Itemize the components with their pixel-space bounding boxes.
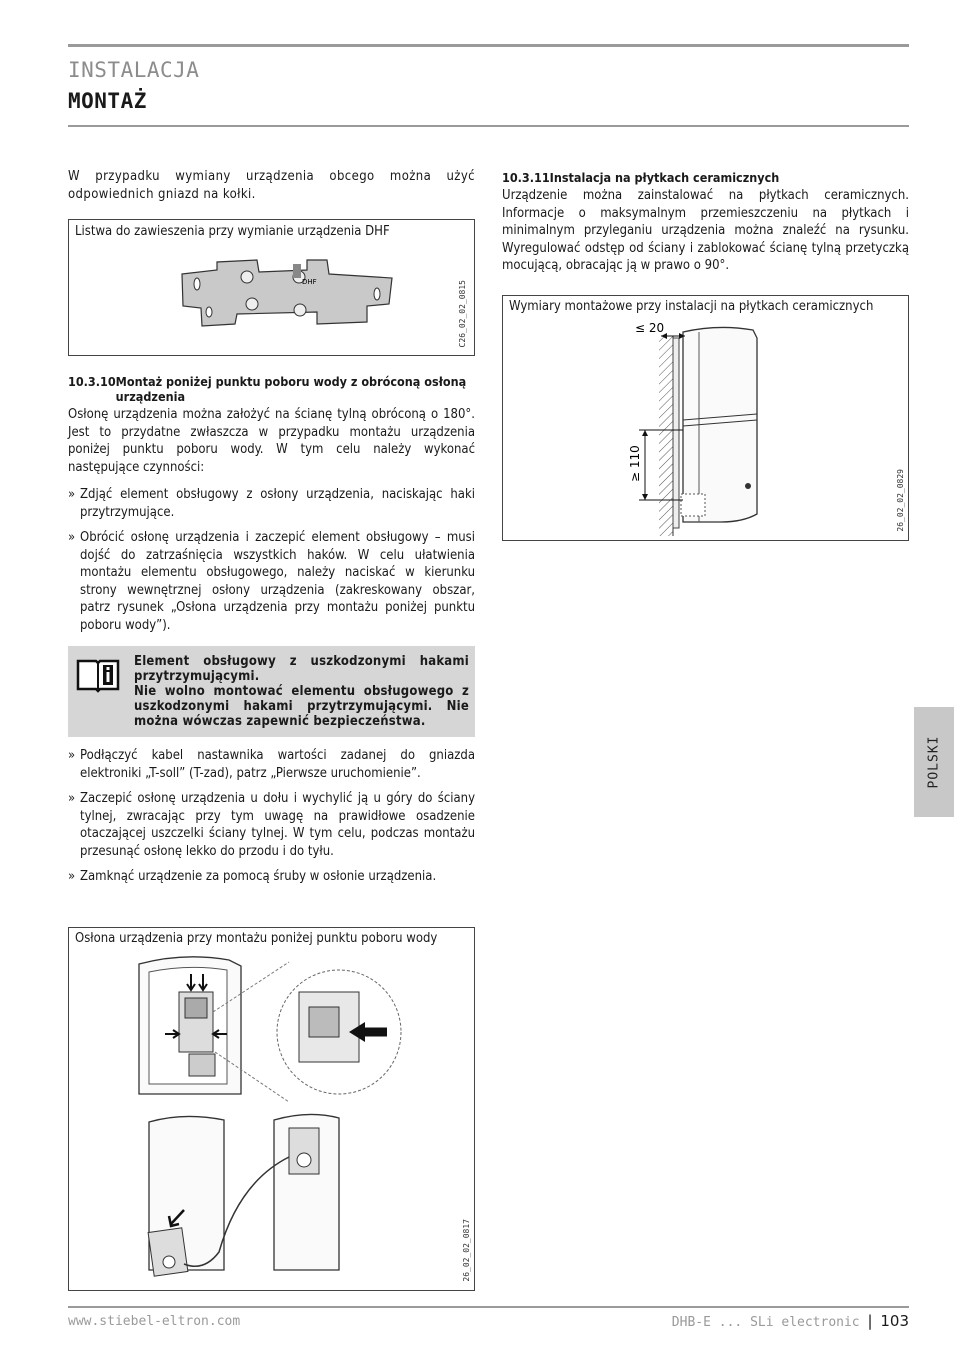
page-number: 103 bbox=[880, 1312, 909, 1330]
section-heading: INSTALACJA bbox=[68, 58, 200, 82]
list-item: » Zamknąć urządzenie za pomocą śruby w osłonie urządzenia. bbox=[68, 869, 437, 884]
language-tab[interactable] bbox=[914, 707, 954, 817]
figure-id: C26_02_02_0815 bbox=[457, 279, 467, 347]
footer-rule bbox=[68, 1306, 909, 1308]
figure-caption: Listwa do zawieszenia przy wymianie urządzenia DHF bbox=[75, 224, 390, 239]
right-column bbox=[502, 170, 909, 285]
language-tab-label: POLSKI bbox=[926, 735, 942, 789]
rail-label: DHF bbox=[302, 278, 317, 286]
figure-mounting-rail bbox=[68, 219, 475, 356]
note-body: Nie wolno montować elementu obsługowego z uszkodzonymi hakami przytrzymującymi. Nie można wówczas zapewnić bezpieczeństwa. bbox=[134, 684, 469, 729]
note-title: Element obsługowy z uszkodzonymi hakami przytrzymującymi. bbox=[134, 654, 469, 684]
list-item: » Zdjąć element obsługowy z osłony urządzenia, naciskając haki przytrzymujące. bbox=[68, 487, 475, 520]
figure-cover-below-tap bbox=[68, 927, 475, 1291]
section-title: Montaż poniżej punktu poboru wody z obróconą osłoną urządzenia bbox=[115, 374, 467, 404]
footer-url[interactable]: www.stiebel-eltron.com bbox=[68, 1314, 241, 1329]
paragraph-rotated-cover: Osłonę urządzenia można założyć na ścianę tylną obróconą o 180°. Jest to przydatne zwłaszcza w przypadku montażu urządzenia poniżej punktu poboru wody. W tym celu należy wykonać następujące czynności: bbox=[68, 407, 475, 475]
section-10-3-10-heading bbox=[68, 374, 475, 404]
ceramic-dimensions-illustration bbox=[623, 318, 823, 538]
footer-product bbox=[672, 1312, 909, 1330]
paragraph-ceramic-tiles: Urządzenie można zainstalować na płytkach ceramicznych. Informacje o maksymalnym przemieszczeniu na płytkach i minimalnym przyleganiu urządzenia można znaleźć na rysunku. Wyregulować odstęp od ściany i zablokować ścianę tylną przetyczką mocującą, obracając ją w prawo o 90°. bbox=[502, 188, 909, 273]
list-item: » Zaczepić osłonę urządzenia u dołu i wychylić ją u góry do ściany tylnej, zwracając przy tym uwagę na prawidłowe osadzenie otaczającej uszczelki ściany tylnej. W tym celu, podczas montażu przesunąć osłonę lekko do przodu i do tyłu. bbox=[68, 791, 475, 859]
intro-paragraph: W przypadku wymiany urządzenia obcego można użyć odpowiednich gniazd na kołki. bbox=[68, 169, 475, 202]
cover-mounting-illustration bbox=[129, 952, 459, 1287]
footer-product-name: DHB-E ... SLi electronic bbox=[671, 1315, 860, 1330]
mounting-rail-illustration bbox=[177, 252, 397, 342]
section-10-3-11-heading bbox=[502, 170, 909, 185]
section-title: Instalacja na płytkach ceramicznych bbox=[549, 170, 780, 185]
info-book-icon bbox=[76, 655, 120, 697]
footer-separator: | bbox=[867, 1312, 873, 1330]
dimension-side: ≥ 110 bbox=[628, 445, 642, 482]
section-number: 10.3.10 bbox=[68, 374, 116, 389]
safety-note bbox=[68, 646, 475, 737]
header-top-rule bbox=[68, 44, 909, 47]
list-item: » Obrócić osłonę urządzenia i zaczepić element obsługowy – musi dojść do zatrzaśnięcia wszystkich haków. W celu ułatwienia montażu elementu obsługowego, należy naciskać w kierunku strony wewnętrznej osłony urządzenia (zakreskowany obszar, patrz rysunek „Osłona urządzenia przy montażu poniżej punktu poboru wody”). bbox=[68, 530, 475, 633]
header-bottom-rule bbox=[68, 125, 909, 127]
figure-id: 26_02_02_0817 bbox=[462, 1219, 471, 1282]
figure-ceramic-dimensions bbox=[502, 295, 909, 541]
page-title: MONTAŻ bbox=[68, 89, 147, 113]
dimension-top: ≤ 20 bbox=[635, 321, 665, 335]
figure-caption: Osłona urządzenia przy montażu poniżej punktu poboru wody bbox=[75, 931, 438, 946]
figure-caption: Wymiary montażowe przy instalacji na płytkach ceramicznych bbox=[509, 299, 874, 314]
figure-id: 26_02_02_0829 bbox=[896, 469, 905, 532]
section-number: 10.3.11 bbox=[502, 170, 550, 185]
list-item: » Podłączyć kabel nastawnika wartości zadanej do gniazda elektroniki „T-soll” (T-zad), patrz „Pierwsze uruchomienie”. bbox=[68, 748, 475, 781]
left-column bbox=[68, 168, 475, 894]
